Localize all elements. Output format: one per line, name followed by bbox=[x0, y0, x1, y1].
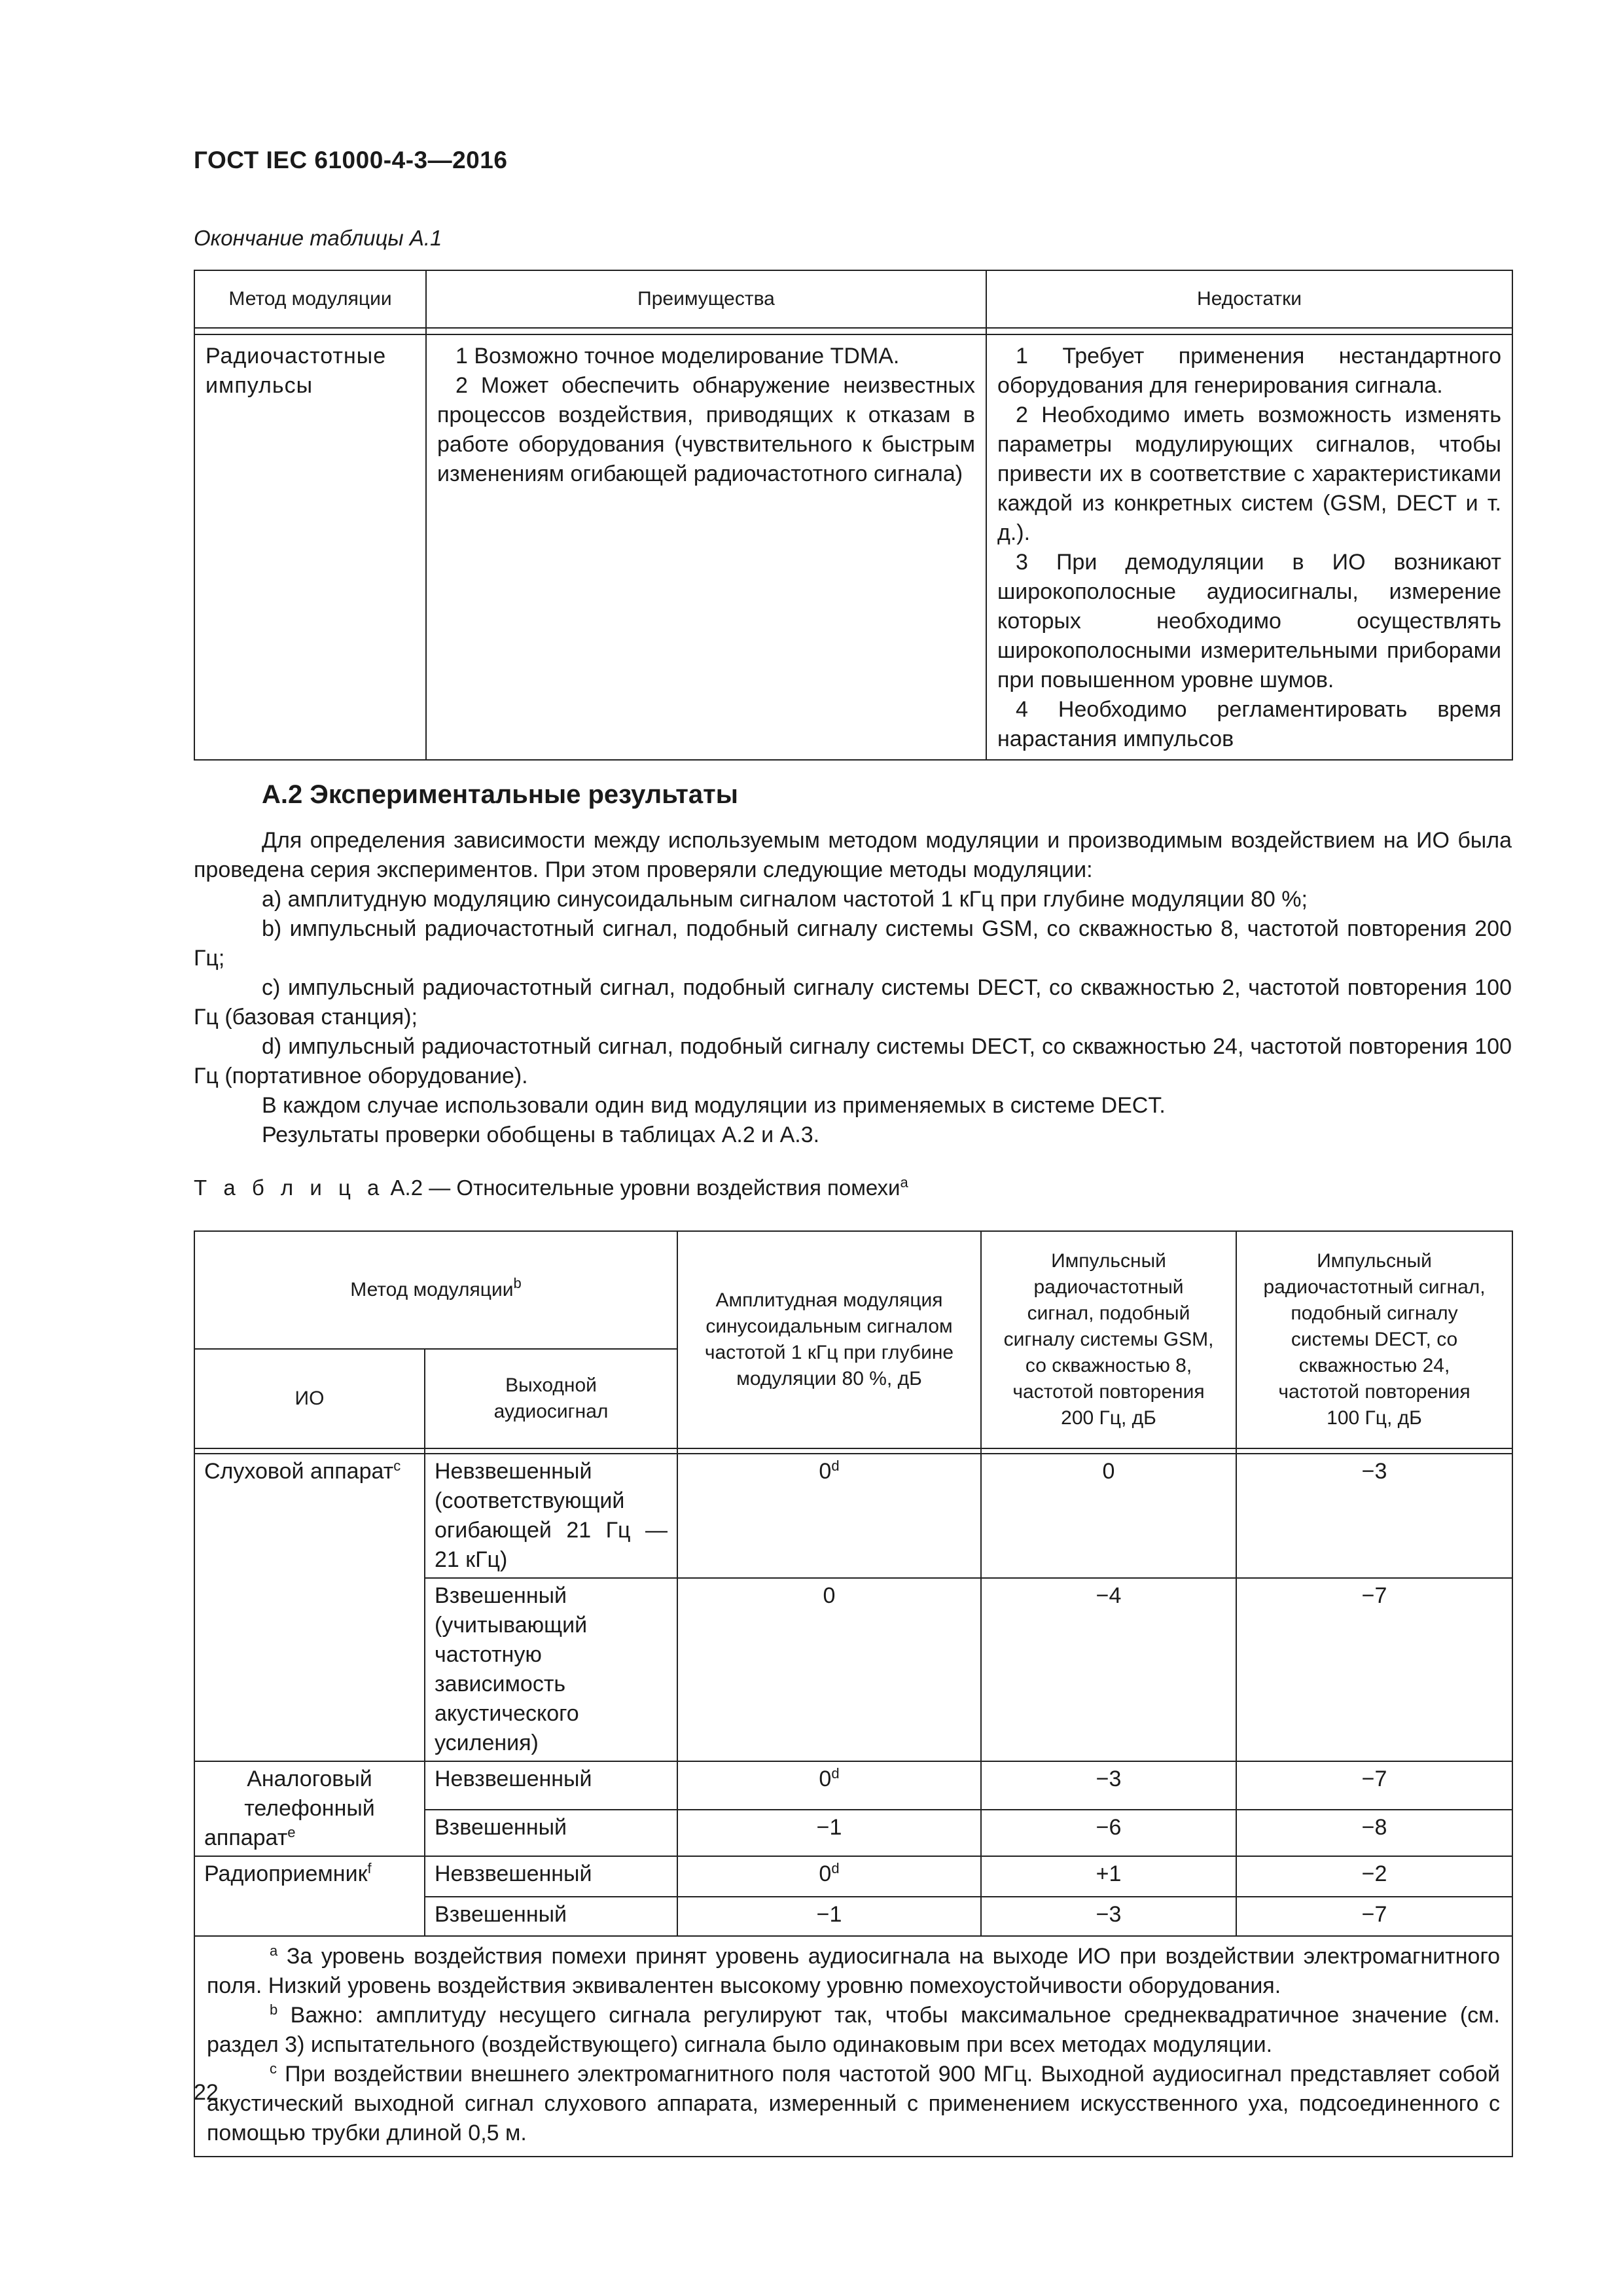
note-a: $^a$ За уровень воздействия помехи принят уровень аудиосигнала на выходе ИО при воздействии электромагнитного поля. Низкий уровень воздействия эквивалентен высокому уровню помехоустойчивости оборудования. bbox=[207, 1943, 1501, 1998]
cell-am: 0$^d$ bbox=[677, 1454, 981, 1578]
paragraph: c) импульсный радиочастотный сигнал, подобный сигналу системы DECT, со скважностью 2, частотой повторения 100 Гц (базовая станция); bbox=[194, 975, 1512, 1030]
cell-output: Невзвешенный bbox=[425, 1856, 677, 1897]
cell-dect: −7 bbox=[1236, 1761, 1512, 1810]
paragraph: В каждом случае использовали один вид модуляции из применяемых в системе DECT. bbox=[262, 1093, 1166, 1118]
section-body bbox=[194, 826, 1512, 1150]
cell-gsm: −3 bbox=[981, 1761, 1236, 1810]
cell-dect: −2 bbox=[1236, 1856, 1512, 1897]
cell-method: Радиочастотные импульсы bbox=[194, 334, 426, 760]
cell-io: Аналоговый телефонный аппарат$^e$ bbox=[194, 1761, 425, 1856]
cell-disadvantages bbox=[986, 334, 1512, 760]
document-code-header: ГОСТ IEC 61000-4-3—2016 bbox=[194, 147, 508, 173]
cell-gsm: 0 bbox=[981, 1454, 1236, 1578]
cell-dect: −3 bbox=[1236, 1454, 1512, 1578]
cell-dect: −7 bbox=[1236, 1897, 1512, 1936]
head-method: Метод модуляции$^b$ bbox=[194, 1231, 677, 1349]
paragraph: Для определения зависимости между используемым методом модуляции и производимым воздействием на ИО была проведена серия экспериментов. При этом проверяли следующие методы модуляции: bbox=[194, 828, 1512, 882]
cell-am: 0$^d$ bbox=[677, 1856, 981, 1897]
col-header-method: Метод модуляции bbox=[194, 270, 426, 328]
disadvantage-item: 3 При демодуляции в ИО возникают широкополосные аудиосигналы, измерение которых необходимо осуществлять широкополосными измерительными приборами при повышенном уровне шумов. bbox=[997, 550, 1501, 692]
cell-gsm: −3 bbox=[981, 1897, 1236, 1936]
cell-dect: −8 bbox=[1236, 1810, 1512, 1856]
cell-output: Невзвешенный bbox=[425, 1761, 677, 1810]
paragraph: Результаты проверки обобщены в таблицах А.2 и А.3. bbox=[262, 1122, 820, 1147]
cell-am: −1 bbox=[677, 1810, 981, 1856]
cell-output: Невзвешенный (соответствующий огибающей 21 Гц — 21 кГц) bbox=[425, 1454, 677, 1578]
table-a1-end bbox=[194, 270, 1513, 761]
table-row bbox=[194, 1454, 1512, 1578]
head-io: ИО bbox=[194, 1349, 425, 1448]
cell-output: Взвешенный bbox=[425, 1810, 677, 1856]
disadvantage-item: 1 Требует применения нестандартного оборудования для генерирования сигнала. bbox=[997, 344, 1501, 398]
advantage-item: 2 Может обеспечить обнаружение неизвестных процессов воздействия, приводящих к отказам в работе оборудования (чувствительного к быстрым изменениям огибающей радиочастотного сигнала) bbox=[437, 373, 975, 486]
page-number: 22 bbox=[194, 2080, 219, 2105]
paragraph: b) импульсный радиочастотный сигнал, подобный сигналу системы GSM, со скважностью 8, частотой повторения 200 Гц; bbox=[194, 916, 1512, 971]
table-row bbox=[194, 1856, 1512, 1897]
head-output: Выходной аудиосигнал bbox=[425, 1349, 677, 1448]
table-continuation-label: Окончание таблицы А.1 bbox=[194, 226, 442, 250]
cell-output: Взвешенный (учитывающий частотную зависимость акустического усиления) bbox=[425, 1578, 677, 1761]
cell-io: Радиоприемник$^f$ bbox=[194, 1856, 425, 1936]
cell-io: Слуховой аппарат$^c$ bbox=[194, 1454, 425, 1761]
paragraph: d) импульсный радиочастотный сигнал, подобный сигналу системы DECT, со скважностью 24, частотой повторения 100 Гц (портативное оборудование). bbox=[194, 1034, 1512, 1088]
note-b: $^b$ Важно: амплитуду несущего сигнала регулируют так, чтобы максимальное среднеквадратичное значение (см. раздел 3) испытательного (воздействующего) сигнала было одинаковым при всех методах модуляции. bbox=[207, 2001, 1501, 2057]
section-heading: А.2 Экспериментальные результаты bbox=[262, 780, 738, 809]
cell-dect: −7 bbox=[1236, 1578, 1512, 1761]
table-a2-body bbox=[194, 1454, 1512, 1936]
disadvantage-item: 2 Необходимо иметь возможность изменять параметры модулирующих сигналов, чтобы привести их в соответствие с характеристиками каждой из конкретных систем (GSM, DECT и т. д.). bbox=[997, 403, 1501, 545]
advantage-item: 1 Возможно точное моделирование TDMA. bbox=[455, 344, 900, 368]
paragraph: a) амплитудную модуляцию синусоидальным сигналом частотой 1 кГц при глубине модуляции 80 %; bbox=[262, 887, 1308, 912]
head-dect: Импульсный радиочастотный сигнал, подобный сигналу системы DECT, со скважностью 24, частотой повторения 100 Гц, дБ bbox=[1236, 1231, 1512, 1448]
note-c: $^c$ При воздействии внешнего электромагнитного поля частотой 900 МГц. Выходной аудиосигнал представляет собой акустический выходной сигнал слухового аппарата, измеренный с применением искусственного уха, подсоединенного с помощью трубки длиной 0,5 м. bbox=[207, 2060, 1501, 2145]
table-row bbox=[194, 1761, 1512, 1810]
table-a2-caption: Т а б л и ц а А.2 — Относительные уровни воздействия помехи$^a$ bbox=[194, 1174, 908, 1200]
col-header-disadvantages: Недостатки bbox=[986, 270, 1512, 328]
disadvantage-item: 4 Необходимо регламентировать время нарастания импульсов bbox=[997, 697, 1501, 751]
col-header-advantages: Преимущества bbox=[426, 270, 986, 328]
cell-output: Взвешенный bbox=[425, 1897, 677, 1936]
head-am: Амплитудная модуляция синусоидальным сигналом частотой 1 кГц при глубине модуляции 80 %, дБ bbox=[677, 1231, 981, 1448]
cell-gsm: −4 bbox=[981, 1578, 1236, 1761]
table-a2-notes bbox=[194, 1936, 1512, 2157]
cell-gsm: +1 bbox=[981, 1856, 1236, 1897]
table-a2 bbox=[194, 1230, 1513, 2157]
head-gsm: Импульсный радиочастотный сигнал, подобный сигналу системы GSM, со скважностью 8, частотой повторения 200 Гц, дБ bbox=[981, 1231, 1236, 1448]
cell-am: 0$^d$ bbox=[677, 1761, 981, 1810]
cell-gsm: −6 bbox=[981, 1810, 1236, 1856]
cell-am: 0 bbox=[677, 1578, 981, 1761]
cell-am: −1 bbox=[677, 1897, 981, 1936]
cell-advantages bbox=[426, 334, 986, 760]
